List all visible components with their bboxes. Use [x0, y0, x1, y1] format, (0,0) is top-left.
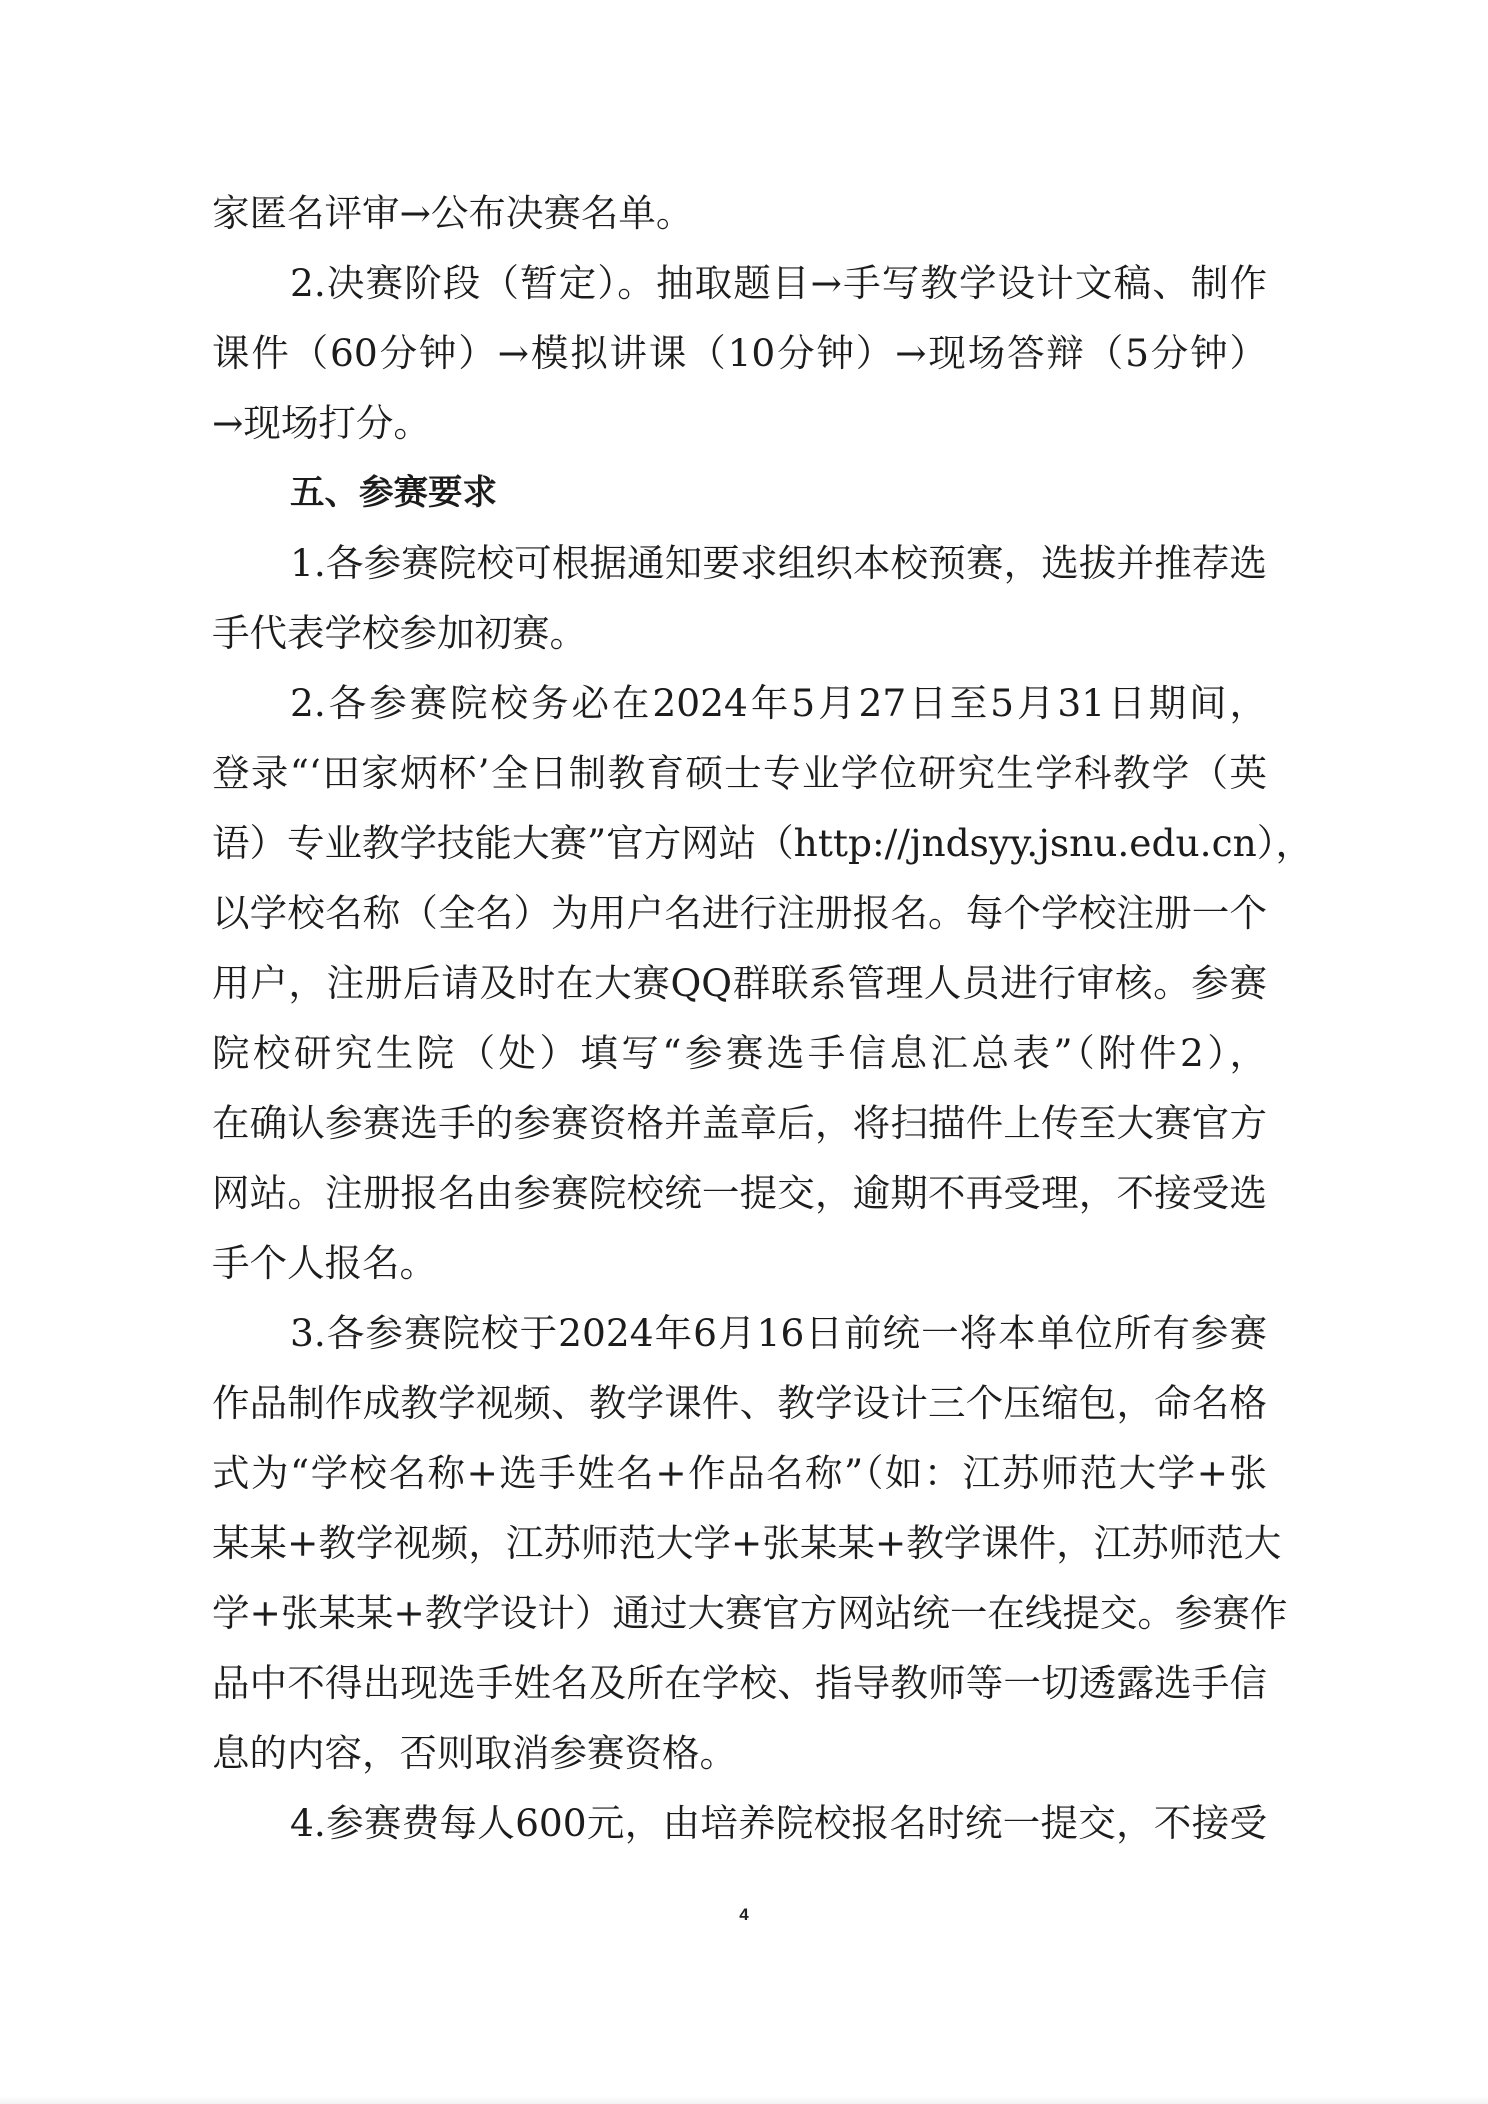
paragraph-line: 息的内容，否则取消参赛资格。 — [212, 1731, 737, 1775]
paragraph-line: 课件（60分钟）→模拟讲课（10分钟）→现场答辩（5分钟） — [212, 331, 1267, 375]
paragraph-line: 家匿名评审→公布决赛名单。 — [212, 191, 694, 235]
paragraph-line: 2.各参赛院校务必在2024年5月27日至5月31日期间， — [290, 681, 1267, 725]
paragraph-line: 某某+教学视频，江苏师范大学+张某某+教学课件，江苏师范大 — [212, 1521, 1282, 1565]
section-heading: 五、参赛要求 — [290, 473, 497, 513]
paragraph-line: 学+张某某+教学设计）通过大赛官方网站统一在线提交。参赛作 — [212, 1591, 1288, 1635]
paragraph-line: 手代表学校参加初赛。 — [212, 611, 587, 655]
paragraph-line: 语）专业教学技能大赛”官方网站（http://jndsyy.jsnu.edu.cn）， — [212, 821, 1313, 865]
paragraph-line: 登录“‘田家炳杯’全日制教育硕士专业学位研究生学科教学（英 — [212, 751, 1267, 795]
paragraph-line: 用户，注册后请及时在大赛QQ群联系管理人员进行审核。参赛 — [212, 961, 1267, 1005]
paragraph-line: 式为“学校名称+选手姓名+作品名称”（如：江苏师范大学+张 — [212, 1451, 1267, 1495]
paragraph-line: 作品制作成教学视频、教学课件、教学设计三个压缩包，命名格 — [212, 1381, 1267, 1425]
paragraph-line: 在确认参赛选手的参赛资格并盖章后，将扫描件上传至大赛官方 — [212, 1101, 1267, 1145]
paragraph-line: 2.决赛阶段（暂定）。抽取题目→手写教学设计文稿、制作 — [290, 261, 1267, 305]
paragraph-line: 品中不得出现选手姓名及所在学校、指导教师等一切透露选手信 — [212, 1661, 1267, 1705]
paragraph-line: →现场打分。 — [212, 401, 431, 445]
scan-edge — [0, 2096, 1488, 2104]
paragraph-line: 院校研究生院（处）填写“参赛选手信息汇总表”（附件2）， — [212, 1031, 1267, 1075]
paragraph-line: 4.参赛费每人600元，由培养院校报名时统一提交，不接受 — [290, 1801, 1267, 1845]
paragraph-line: 手个人报名。 — [212, 1241, 437, 1285]
paragraph-line: 1.各参赛院校可根据通知要求组织本校预赛，选拔并推荐选 — [290, 541, 1267, 585]
paragraph-line: 以学校名称（全名）为用户名进行注册报名。每个学校注册一个 — [212, 891, 1267, 935]
page-number: 4 — [739, 1905, 749, 1924]
paragraph-line: 3.各参赛院校于2024年6月16日前统一将本单位所有参赛 — [290, 1311, 1267, 1355]
paragraph-line: 网站。注册报名由参赛院校统一提交，逾期不再受理，不接受选 — [212, 1171, 1267, 1215]
